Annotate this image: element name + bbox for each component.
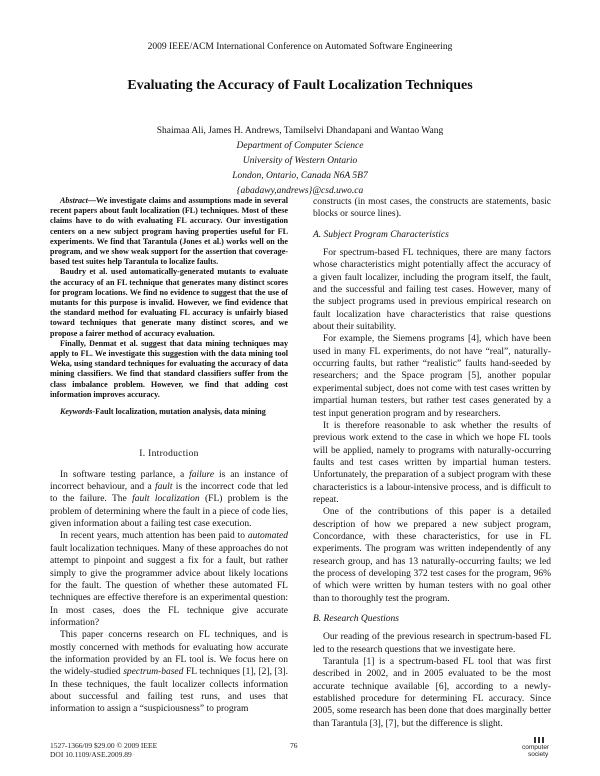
section-heading: I. Introduction <box>139 449 199 460</box>
abstract-label: Abstract <box>60 196 88 205</box>
logo-text: computer <box>522 744 550 751</box>
issn-line: 1527-1366/09 $29.00 © 2009 IEEE <box>50 741 158 750</box>
author-block <box>0 124 600 199</box>
body-paragraph: For spectrum-based FL techniques, there are many factors whose characteristics might potentially affect the accuracy of a given fault localizer, including the program itself, the fault, and the successful and failing test cases. However, many of the subject programs used in previous empirical research on fault localization have characteristics that raise questions about their suitability. <box>313 248 551 333</box>
paper-title: Evaluating the Accuracy of Fault Localization Techniques <box>127 78 473 93</box>
intro-body <box>50 469 288 716</box>
author-names: Shaimaa Ali, James H. Andrews, Tamilselvi Dhandapani and Wantao Wang <box>156 126 444 136</box>
abstract-paragraph <box>50 196 288 267</box>
conference-header: 2009 IEEE/ACM International Conference on Automated Software Engineering <box>147 42 453 52</box>
abstract-paragraph: Baudry et al. used automatically-generated mutants to evaluate the accuracy of an FL technique that generates many distinct scores for program locations. We find no evidence to suggest that the use of mutants for this purpose is invalid. However, we find evidence that the standard method for evaluating FL accuracy is unfairly biased toward techniques that generate many distinct scores, and we propose a fairer method of accuracy evaluation. <box>50 267 288 338</box>
body-paragraph: In recent years, much attention has been paid to automated fault localization techniques. Many of these approaches do not attempt to pinpoint and suggest a fix for a fault, but rather simply to give the programmer advice about likely locations for the fault. The question of whether these automated FL techniques are effective therefore is an experimental question: In most cases, does the FL technique give accurate information? <box>50 531 288 628</box>
body-paragraph: It is therefore reasonable to ask whether the results of previous work extend to the case in which we hope FL tools will be applied, namely to programs with naturally-occurring faults and test cases written by impartial human testers. Unfortunately, the preparation of a subject program with these characteristics is a labour-intensive process, and is difficult to repeat. <box>313 420 551 505</box>
right-column <box>313 196 551 730</box>
logo-mark-icon <box>534 736 546 744</box>
body-paragraph: This paper concerns research on FL techniques, and is mostly concerned with methods for evaluating how accurate the information provided by an FL tool is. We focus here on the widely-studied spectrum-based FL techniques [1], [2], [3]. In these techniques, the fault localizer collects information about successful and failing test runs, and uses that information to assign a “suspiciousness” to program <box>50 630 288 715</box>
body-paragraph: Our reading of the previous research in spectrum-based FL led to the research questions that we investigate here. <box>313 632 551 655</box>
abstract <box>50 196 288 400</box>
page-number: 76 <box>290 741 298 750</box>
university: University of Western Ontario <box>242 156 358 166</box>
computer-society-logo <box>522 736 560 762</box>
department: Department of Computer Science <box>236 141 364 151</box>
body-paragraph: constructs (in most cases, the constructs are statements, basic blocks or source lines). <box>313 197 551 220</box>
body-paragraph: Tarantula [1] is a spectrum-based FL tool that was first described in 2002, and in 2005 evaluated to be the most accurate technique available [6], according to a newly-established procedure for determining FL accuracy. Since 2005, some research has been done that does marginally better than Tarantula [3], [7], but the difference is slight. <box>313 657 551 729</box>
keywords-label: Keywords- <box>60 407 96 417</box>
keywords-text: Fault localization, mutation analysis, data mining <box>95 407 266 417</box>
body-paragraph: One of the contributions of this paper is a detailed description of how we prepared a new subject program, Concordance, with these characteristics, for use in FL experiments. The program was written independently of any research group, and has 13 naturally-occurring faults; we led the process of developing 372 test cases for the program, 96% of which were written by human testers with no goal other than to thoroughly test the program. <box>313 507 551 604</box>
keywords <box>50 406 288 418</box>
body-paragraph: In software testing parlance, a failure is an instance of incorrect behaviour, and a fault is the incorrect code that led to the failure. The fault localization (FL) problem is the problem of determining where the fault in a piece of code lies, given information about a failing test case execution. <box>50 469 289 530</box>
doi-line: DOI 10.1109/ASE.2009.89 <box>50 750 132 759</box>
email: {abadawy,andrews}@csd.uwo.ca <box>236 186 364 196</box>
abstract-text: —We investigate claims and assumptions made in several recent papers about fault localization (FL) techniques. Most of these claims have to do with evaluating FL accuracy. Our investigation centers on a new subject program having properties useful for FL experiments. We find that Tarantula (Jones et al.) works well on the program, and we show weak support for the assertion that coverage-based test suites help Tarantula to localize faults. <box>50 196 288 267</box>
body-paragraph: For example, the Siemens programs [4], which have been used in many FL experiments, do not have “real”, naturally-occurring faults, but rather “realistic” faults hand-seeded by researchers; and the Space program [5], another popular experimental subject, does not come with test cases written by impartial human testers, but rather test cases generated by a test input generation program and by researchers. <box>313 334 551 419</box>
left-column <box>50 196 288 716</box>
location: London, Ontario, Canada N6A 5B7 <box>232 171 368 181</box>
logo-text: society <box>528 751 549 758</box>
subsection-heading: B. Research Questions <box>313 614 399 624</box>
subsection-heading: A. Subject Program Characteristics <box>313 229 449 240</box>
abstract-paragraph: Finally, Denmat et al. suggest that data mining techniques may apply to FL. We investigate this suggestion with the data mining tool Weka, using standard techniques for evaluating the accuracy of data mining classifiers. We find that standard classifiers suffer from the class imbalance problem. However, we find that adding cost information improves accuracy. <box>50 338 288 399</box>
footer-copyright <box>50 741 157 759</box>
